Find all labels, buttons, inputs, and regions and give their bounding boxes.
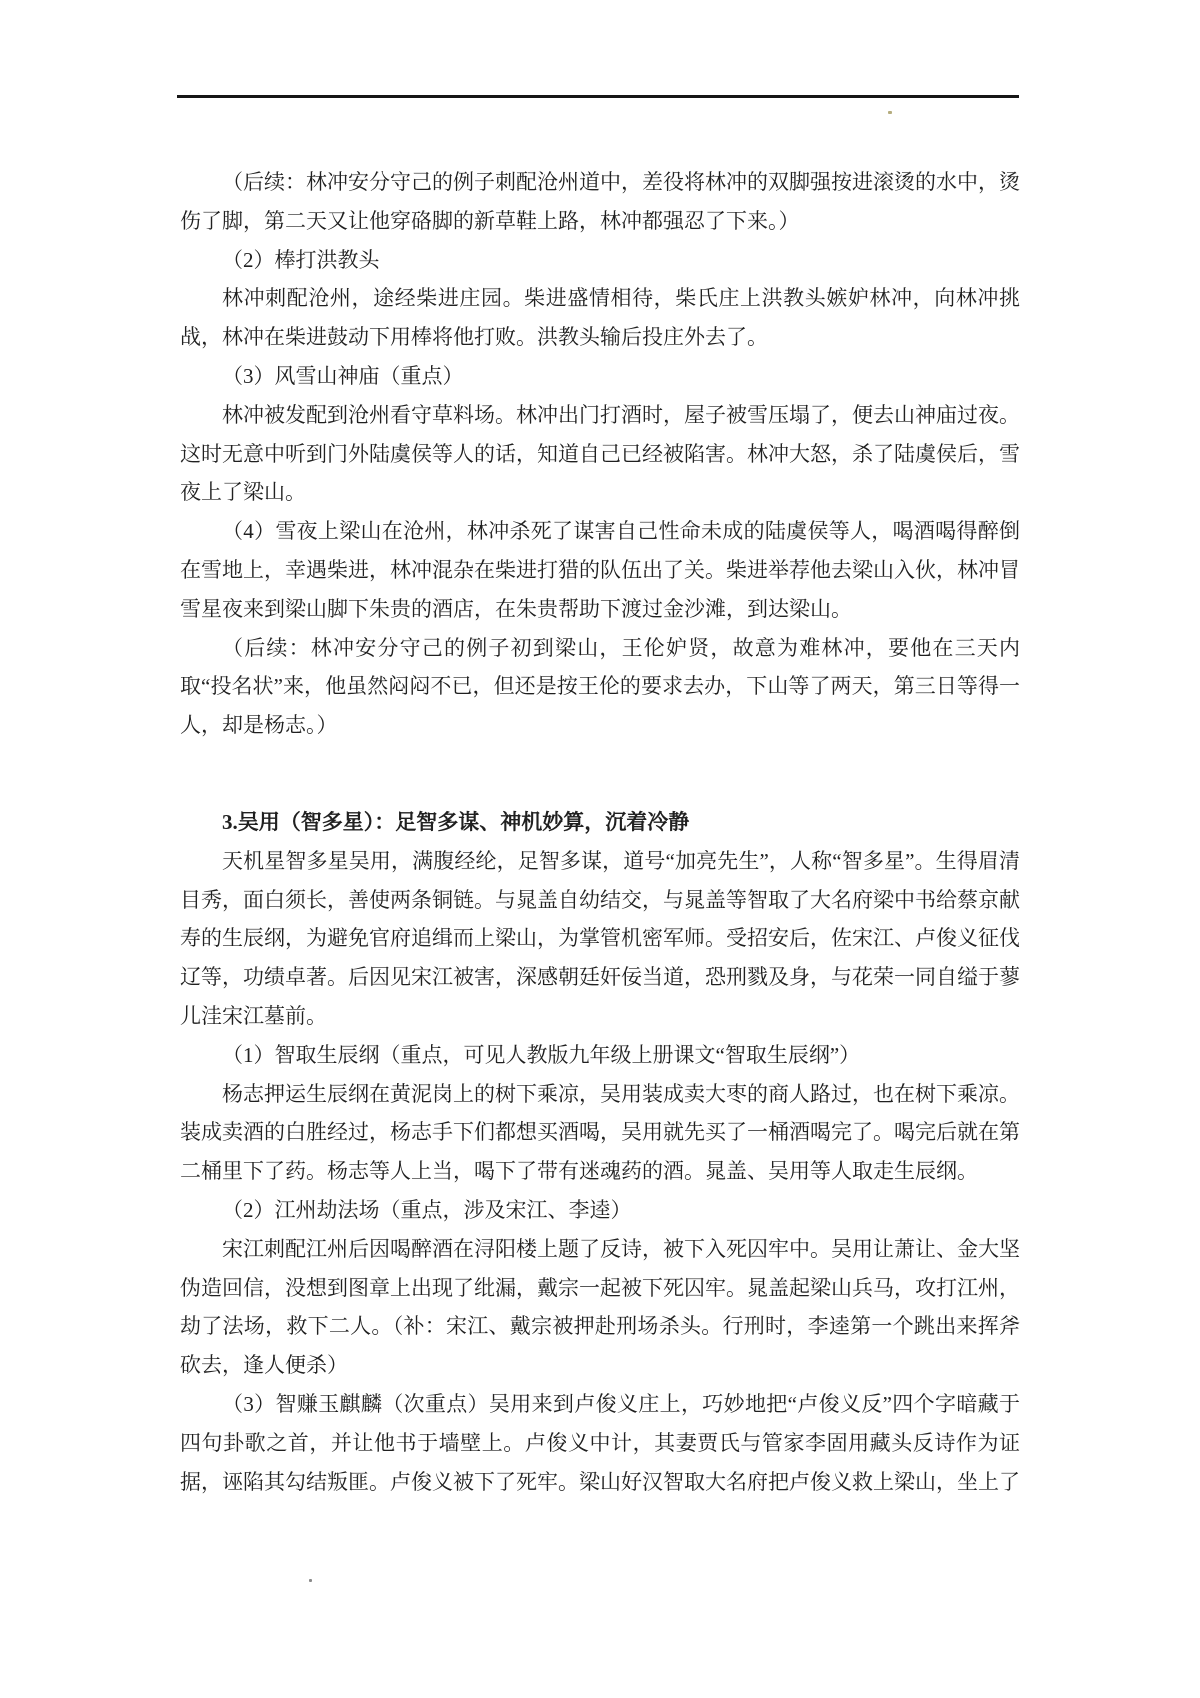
paragraph: （4）雪夜上梁山在沧州，林冲杀死了谋害自己性命未成的陆虞侯等人，喝酒喝得醉倒在雪地上，幸遇柴进，林冲混杂在柴进打猎的队伍出了关。柴进举荐他去梁山入伙，林冲冒雪星夜来到梁山脚下朱贵的酒店，在朱贵帮助下渡过金沙滩，到达梁山。	[180, 519, 1020, 621]
paragraph: 林冲刺配沧州，途经柴进庄园。柴进盛情相待，柴氏庄上洪教头嫉妒林冲，向林冲挑战，林冲在柴进鼓动下用棒将他打败。洪教头输后投庄外去了。	[180, 286, 1020, 350]
paragraph: 天机星智多星吴用，满腹经纶，足智多谋，道号“加亮先生”，人称“智多星”。生得眉清目秀，面白须长，善使两条铜链。与晁盖自幼结交，与晁盖等智取了大名府梁中书给蔡京献寿的生辰纲，为避免官府追缉而上梁山，为掌管机密军师。受招安后，佐宋江、卢俊义征伐辽等，功绩卓著。后因见宋江被害，深感朝廷奸佞当道，恐刑戮及身，与花荣一同自缢于蓼儿洼宋江墓前。	[180, 848, 1020, 1028]
document-body	[180, 163, 1020, 1501]
ink-speck	[888, 111, 892, 114]
ink-speck	[309, 1579, 312, 1582]
section-heading: 3.吴用（智多星）：足智多谋、神机妙算，沉着冷静	[222, 809, 690, 834]
paragraph: （2）棒打洪教头	[222, 247, 380, 272]
paragraph: （1）智取生辰纲（重点，可见人教版九年级上册课文“智取生辰纲”）	[222, 1042, 861, 1067]
paragraph: （3）风雪山神庙（重点）	[222, 363, 464, 388]
paragraph: 宋江刺配江州后因喝醉酒在浔阳楼上题了反诗，被下入死囚牢中。吴用让萧让、金大坚伪造回信，没想到图章上出现了纰漏，戴宗一起被下死囚牢。晁盖起梁山兵马，攻打江州，劫了法场，救下二人。（补：宋江、戴宗被押赴刑场杀头。行刑时，李逵第一个跳出来挥斧砍去，逢人便杀）	[180, 1236, 1020, 1378]
paragraph: 林冲被发配到沧州看守草料场。林冲出门打酒时，屋子被雪压塌了，便去山神庙过夜。这时无意中听到门外陆虞侯等人的话，知道自己已经被陷害。林冲大怒，杀了陆虞侯后，雪夜上了梁山。	[180, 402, 1020, 505]
paragraph: （后续：林冲安分守己的例子初到梁山，王伦妒贤，故意为难林冲，要他在三天内取“投名状”来，他虽然闷闷不已，但还是按王伦的要求去办，下山等了两天，第三日等得一人，却是杨志。）	[180, 635, 1020, 738]
paragraph: （后续：林冲安分守己的例子刺配沧州道中，差役将林冲的双脚强按进滚烫的水中，烫伤了脚，第二天又让他穿硌脚的新草鞋上路，林冲都强忍了下来。）	[180, 170, 1020, 233]
paragraph: （3）智赚玉麒麟（次重点）吴用来到卢俊义庄上，巧妙地把“卢俊义反”四个字暗藏于四句卦歌之首，并让他书于墙壁上。卢俊义中计，其妻贾氏与管家李固用藏头反诗作为证据，诬陷其勾结叛匪。卢俊义被下了死牢。梁山好汉智取大名府把卢俊义救上梁山，坐上了	[180, 1391, 1020, 1494]
paragraph: 杨志押运生辰纲在黄泥岗上的树下乘凉，吴用装成卖大枣的商人路过，也在树下乘凉。装成卖酒的白胜经过，杨志手下们都想买酒喝，吴用就先买了一桶酒喝完了。喝完后就在第二桶里下了药。杨志等人上当，喝下了带有迷魂药的酒。晁盖、吴用等人取走生辰纲。	[180, 1081, 1020, 1184]
paragraph: （2）江州劫法场（重点，涉及宋江、李逵）	[222, 1197, 632, 1222]
header-rule	[177, 95, 1019, 98]
